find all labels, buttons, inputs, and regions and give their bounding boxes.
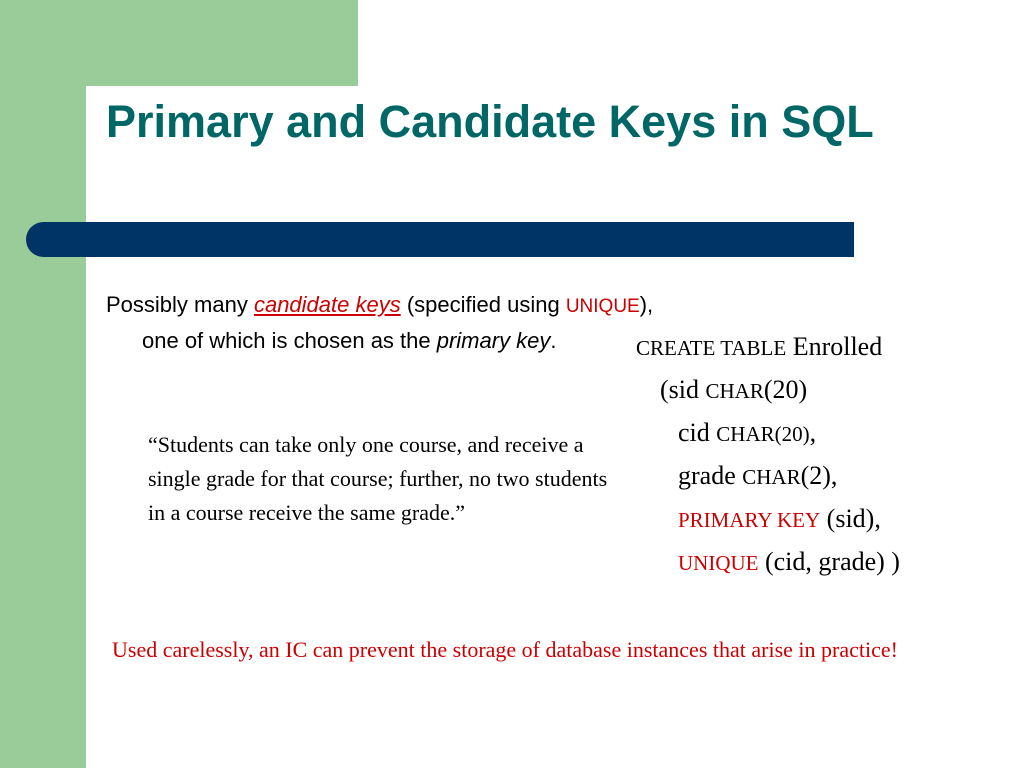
bullet-suffix: . (550, 328, 557, 353)
sql-line-sid (636, 369, 1016, 412)
sql-line-grade (636, 455, 1016, 498)
slide-title: Primary and Candidate Keys in SQL (106, 96, 874, 147)
bullet-mid1: (specified using (400, 292, 566, 317)
sql-primary-rest: (sid), (820, 504, 881, 533)
sql-unique-kw: UNIQUE (678, 551, 759, 575)
sql-grade-len: (2), (800, 461, 838, 490)
unique-keyword: UNIQUE (565, 296, 640, 317)
sql-code-block (636, 326, 1016, 584)
sql-grade-col: grade (678, 461, 743, 490)
sql-sid-len: (20) (763, 375, 808, 404)
sql-line-unique (636, 541, 1016, 584)
warning-note: Used carelessly, an IC can prevent the storage of database instances that arise in practice! (112, 637, 898, 662)
primary-key-term: primary key (436, 328, 551, 353)
sql-primary-key-kw: PRIMARY KEY (678, 508, 821, 532)
sql-grade-type: CHAR (742, 465, 801, 489)
sql-create-kw: CREATE TABLE (636, 336, 787, 360)
sql-cid-col: cid (678, 418, 717, 447)
sql-unique-rest: (cid, grade) ) (758, 547, 900, 576)
candidate-keys-link[interactable]: candidate keys (253, 292, 401, 317)
title-underline-bar (26, 222, 854, 257)
sql-line-primary (636, 498, 1016, 541)
example-quote: “Students can take only one course, and receive a single grade for that course; further, no two students in a course receive the same grade.” (148, 432, 608, 525)
sql-cid-end: , (809, 418, 817, 447)
sql-line-create (636, 326, 1016, 369)
left-green-bar (0, 0, 86, 768)
sql-sid-open: (sid (660, 375, 706, 404)
sql-line-cid (636, 412, 1016, 455)
sql-table-name: Enrolled (786, 332, 883, 361)
bullet-candidate-keys (106, 288, 682, 358)
sql-sid-type: CHAR (705, 379, 764, 403)
sql-cid-type: CHAR(20) (716, 422, 810, 446)
bullet-prefix: Possibly many (106, 292, 254, 317)
bullet-mid2: ), one of which is chosen as the (142, 292, 654, 353)
top-green-block (86, 0, 358, 86)
